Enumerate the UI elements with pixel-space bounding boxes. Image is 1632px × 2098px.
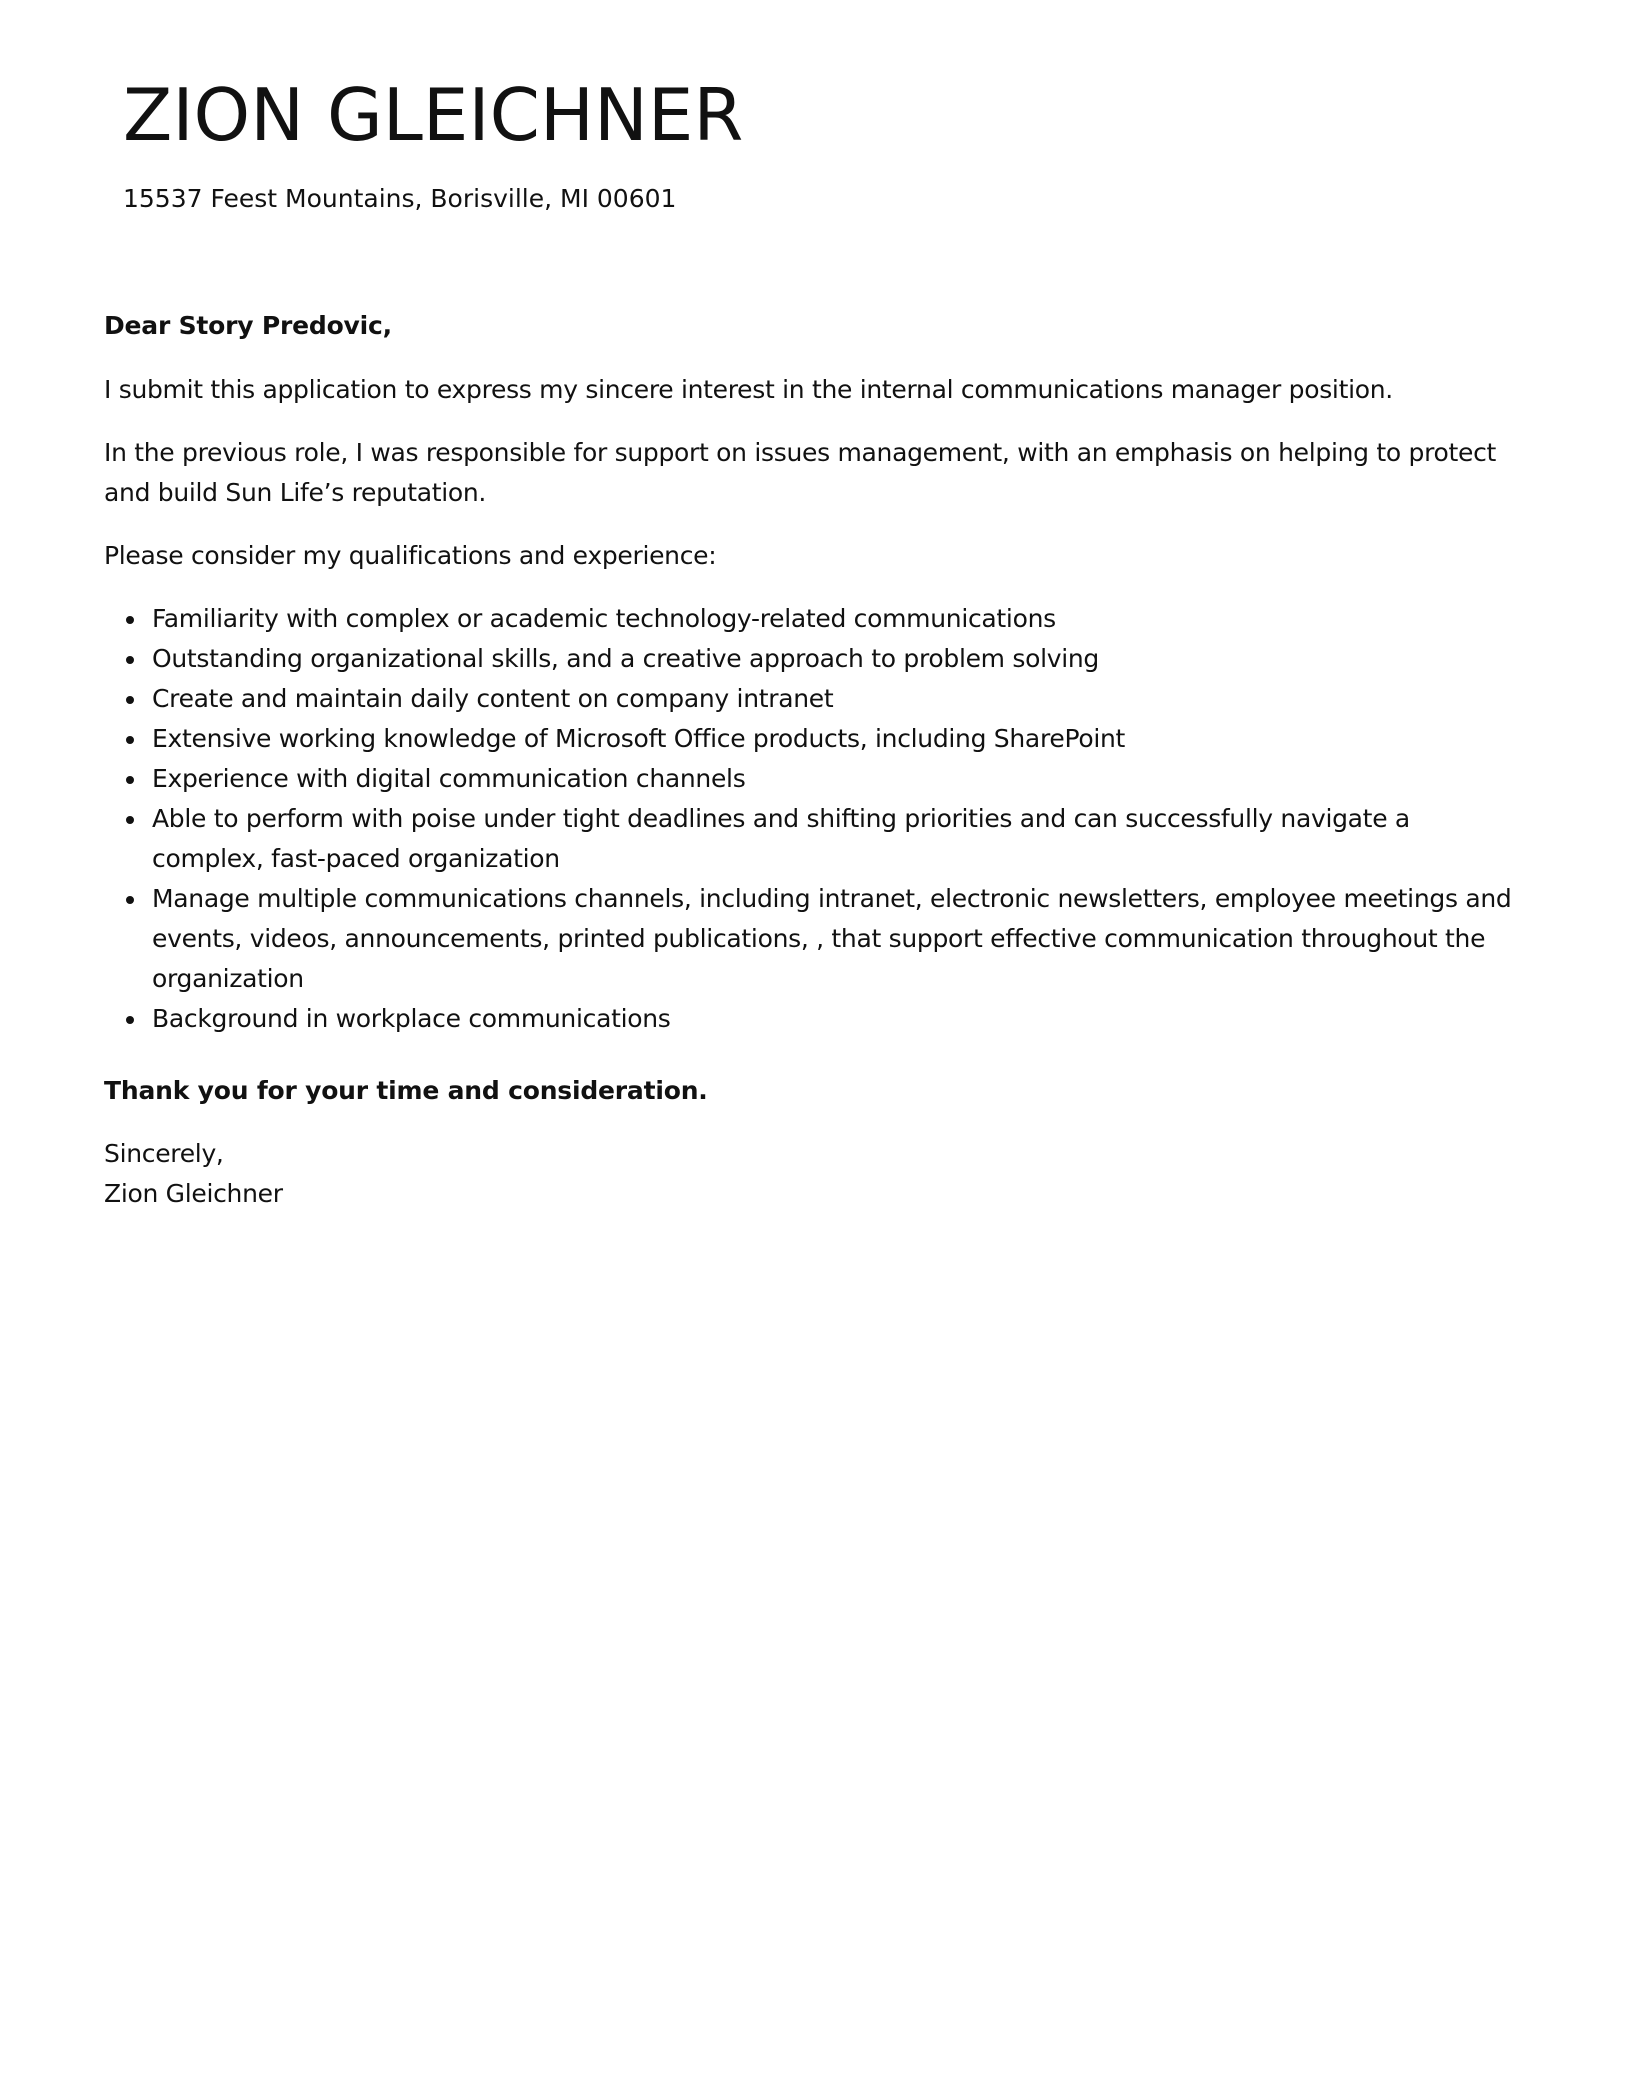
list-item [152,759,1524,799]
list-item-text: Outstanding organizational skills, and a creative approach to problem solving [152,644,1099,673]
closing-line: Thank you for your time and consideration. [104,1076,708,1105]
bullet-icon [126,896,134,904]
letter-body [104,306,1524,1214]
list-item [152,679,1524,719]
qualifications-intro: Please consider my qualifications and experience: [104,541,717,570]
applicant-address: 15537 Feest Mountains, Borisville, MI 00601 [123,184,677,213]
list-item-text: Familiarity with complex or academic technology-related communications [152,604,1056,633]
letter-header [123,70,1423,216]
list-item-text: Extensive working knowledge of Microsoft Office products, including SharePoint [152,724,1126,753]
bullet-icon [126,816,134,824]
qualifications-list [104,599,1524,1039]
salutation: Dear Story Predovic, [104,311,392,340]
bullet-icon [126,696,134,704]
list-item [152,999,1524,1039]
list-item [152,879,1524,999]
list-item [152,639,1524,679]
signoff-text: Sincerely, [104,1139,224,1168]
list-item [152,799,1524,879]
bullet-icon [126,656,134,664]
intro-paragraph: I submit this application to express my sincere interest in the internal communications manager position. [104,375,1393,404]
signoff [104,1134,1524,1214]
bullet-icon [126,1016,134,1024]
list-item-text: Able to perform with poise under tight deadlines and shifting priorities and can successfully navigate a complex, fast-paced organization [152,804,1410,873]
list-item-text: Experience with digital communication channels [152,764,746,793]
list-item-text: Create and maintain daily content on company intranet [152,684,834,713]
signature-name: Zion Gleichner [104,1179,283,1208]
bullet-icon [126,616,134,624]
list-item [152,599,1524,639]
list-item [152,719,1524,759]
bullet-icon [126,736,134,744]
applicant-name: ZION GLEICHNER [123,73,744,157]
list-item-text: Background in workplace communications [152,1004,671,1033]
bullet-icon [126,776,134,784]
list-item-text: Manage multiple communications channels, including intranet, electronic newsletters, employee meetings and events, videos, announcements, printed publications, , that support effective communication throughout the organization [152,884,1512,993]
experience-paragraph: In the previous role, I was responsible for support on issues management, with an emphasis on helping to protect and build Sun Life’s reputation. [104,438,1497,507]
